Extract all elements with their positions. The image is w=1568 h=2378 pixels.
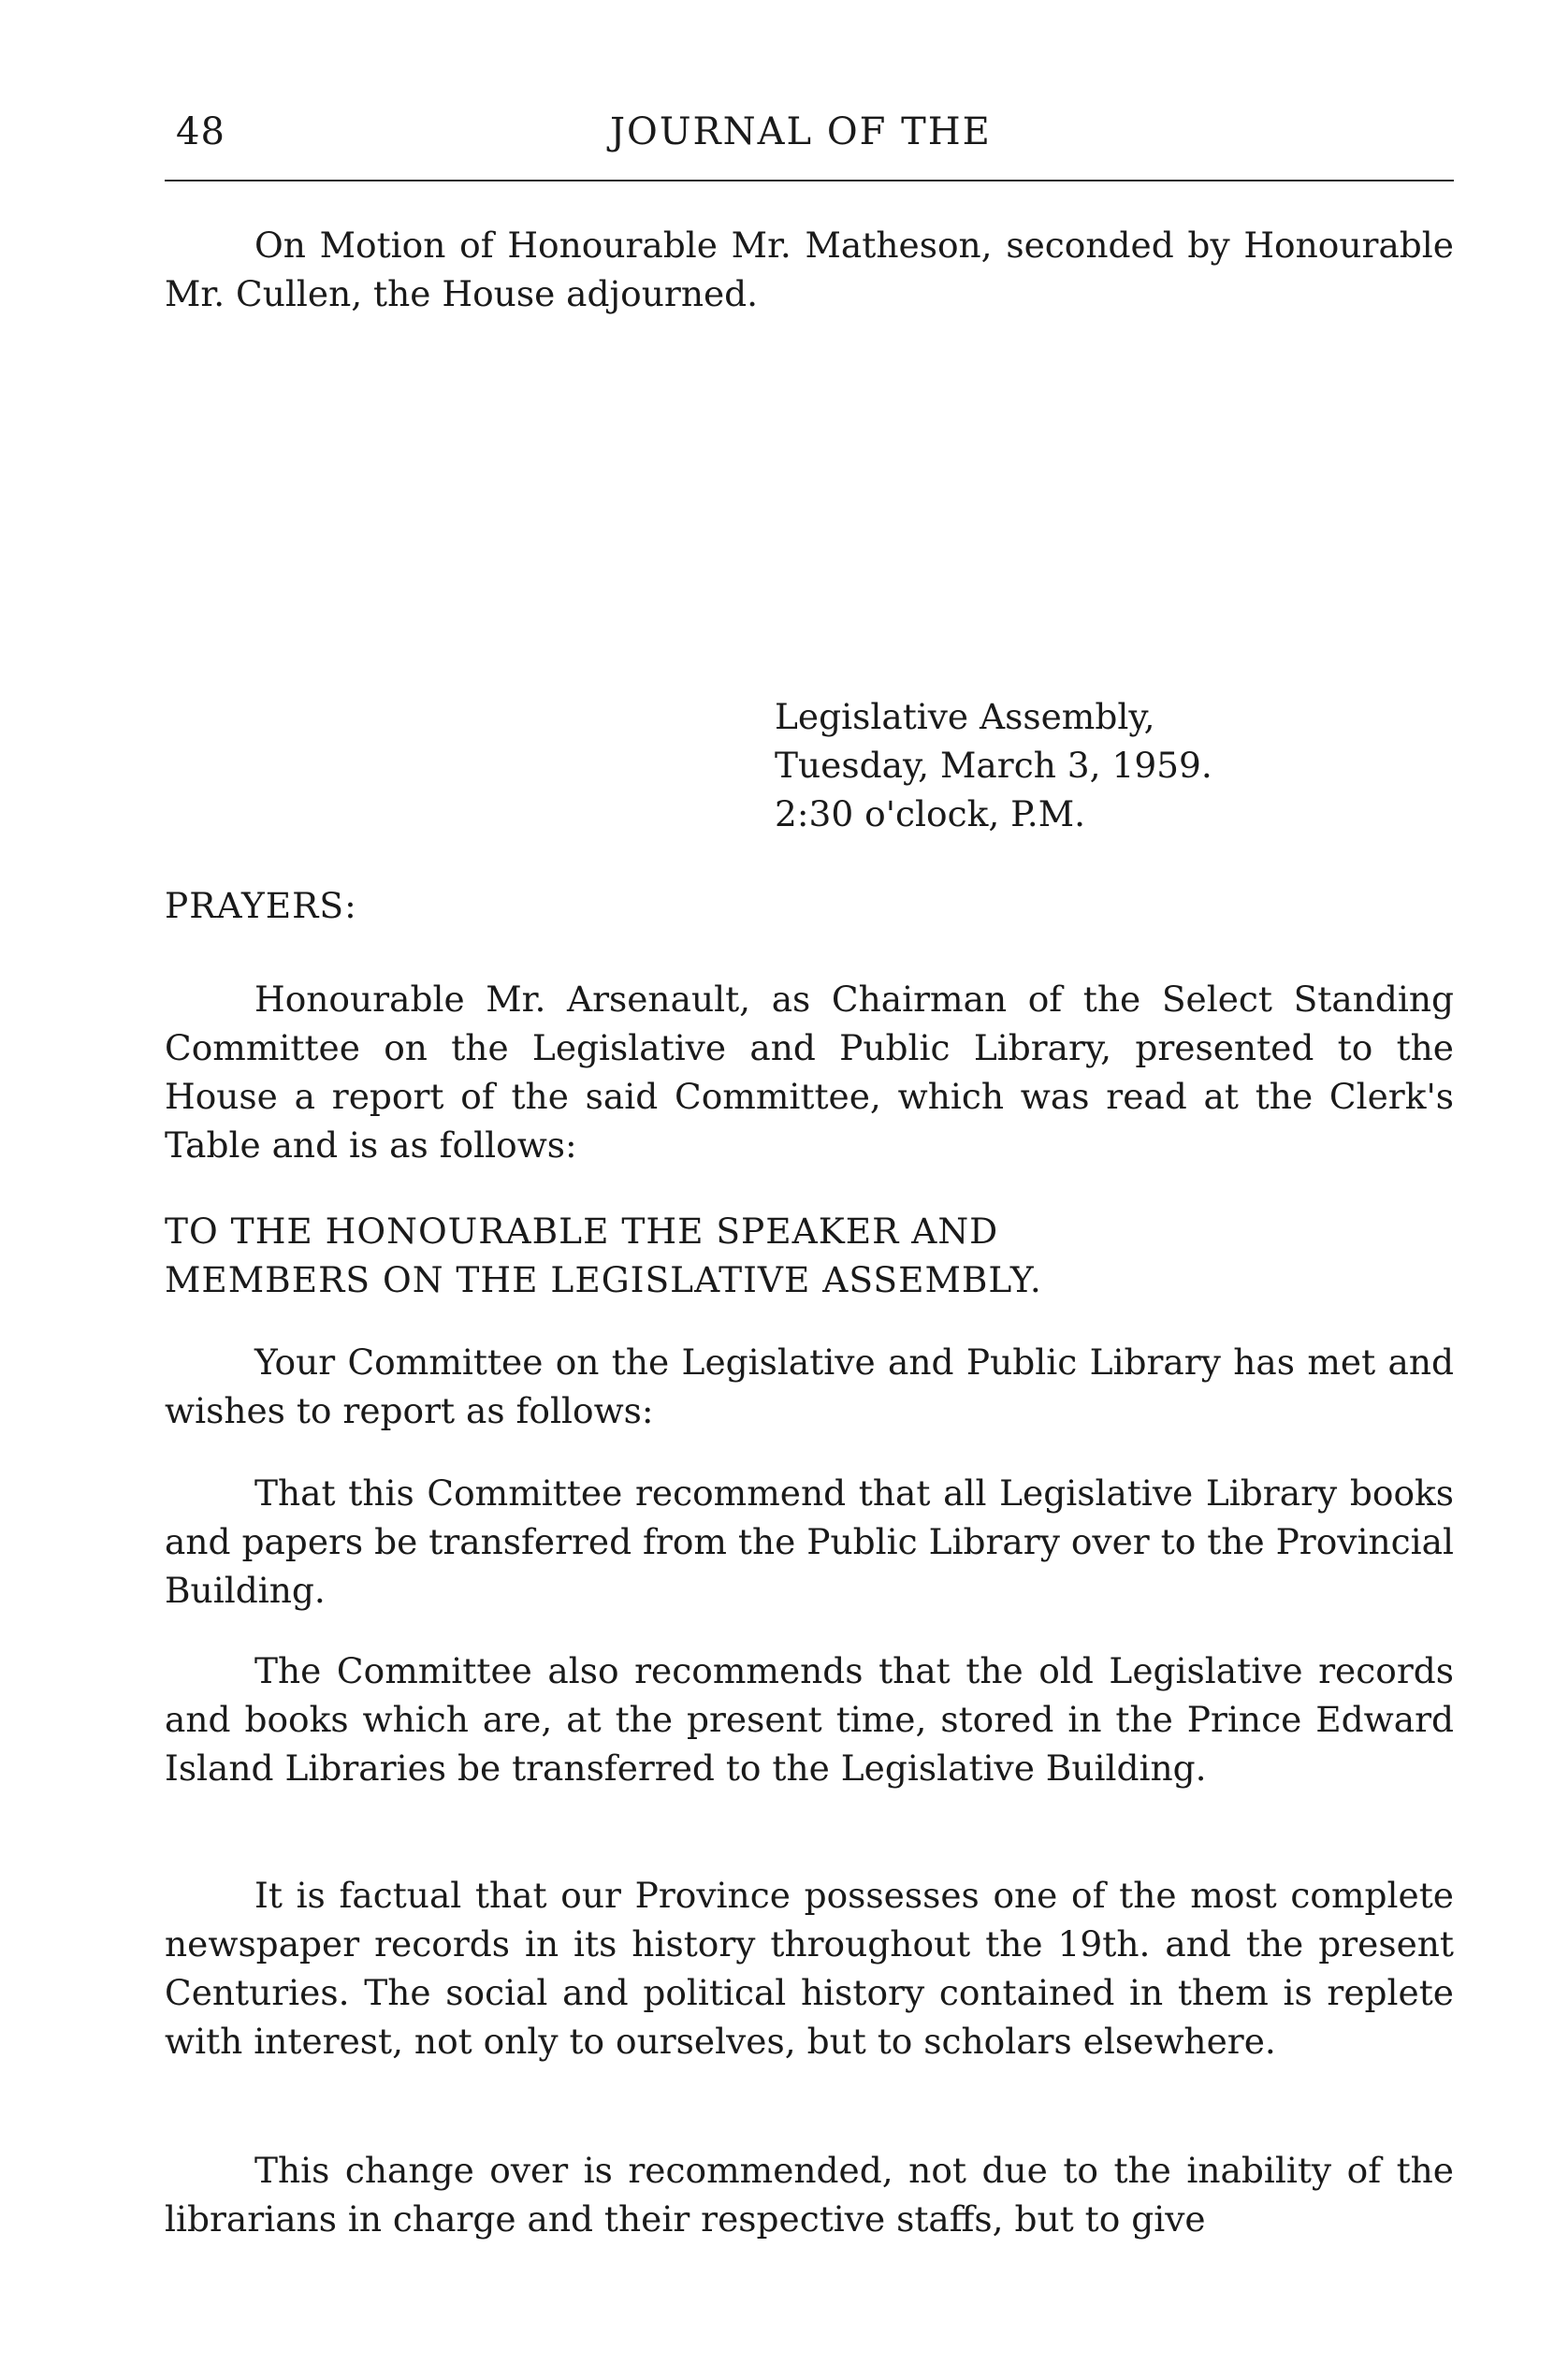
page-number: 48 <box>176 110 225 153</box>
report-paragraph-4: It is factual that our Province possesses one of the most complete newspaper records in its history throughout the 19th. and the present Centuries. The social and political history contained in them is replete with interest, not only to ourselves, but to scholars elsewhere. <box>165 1875 1454 2062</box>
report-paragraph-3: The Committee also recommends that the old Legislative records and books which are, at the present time, stored in the Prince Edward Island Libraries be transferred to the Legislative Building. <box>165 1650 1454 1789</box>
adjournment-paragraph: On Motion of Honourable Mr. Matheson, seconded by Honourable Mr. Cullen, the House adjourned. <box>165 225 1454 314</box>
running-head: JOURNAL OF THE <box>610 110 992 153</box>
dateline-date: Tuesday, March 3, 1959. <box>775 745 1212 786</box>
address-line-2: MEMBERS ON THE LEGISLATIVE ASSEMBLY. <box>165 1259 1042 1300</box>
dateline-time: 2:30 o'clock, P.M. <box>775 793 1086 834</box>
header-rule <box>165 180 1454 181</box>
report-paragraph-2: That this Committee recommend that all Legislative Library books and papers be transferred from the Public Library over to the Provincial Building. <box>165 1472 1454 1611</box>
address-line-1: TO THE HONOURABLE THE SPEAKER AND <box>165 1211 999 1252</box>
report-paragraph-1: Your Committee on the Legislative and Public Library has met and wishes to report as follows: <box>165 1341 1454 1431</box>
page-header <box>165 110 1452 170</box>
report-intro-paragraph: Honourable Mr. Arsenault, as Chairman of the Select Standing Committee on the Legislative and Public Library, presented to the House a report of the said Committee, which was read at the Clerk's Table and is as follows: <box>165 979 1454 1166</box>
report-paragraph-5: This change over is recommended, not due to the inability of the librarians in charge and their respective staffs, but to give <box>165 2150 1454 2240</box>
dateline-place: Legislative Assembly, <box>775 696 1155 737</box>
prayers-heading: PRAYERS: <box>165 885 357 926</box>
